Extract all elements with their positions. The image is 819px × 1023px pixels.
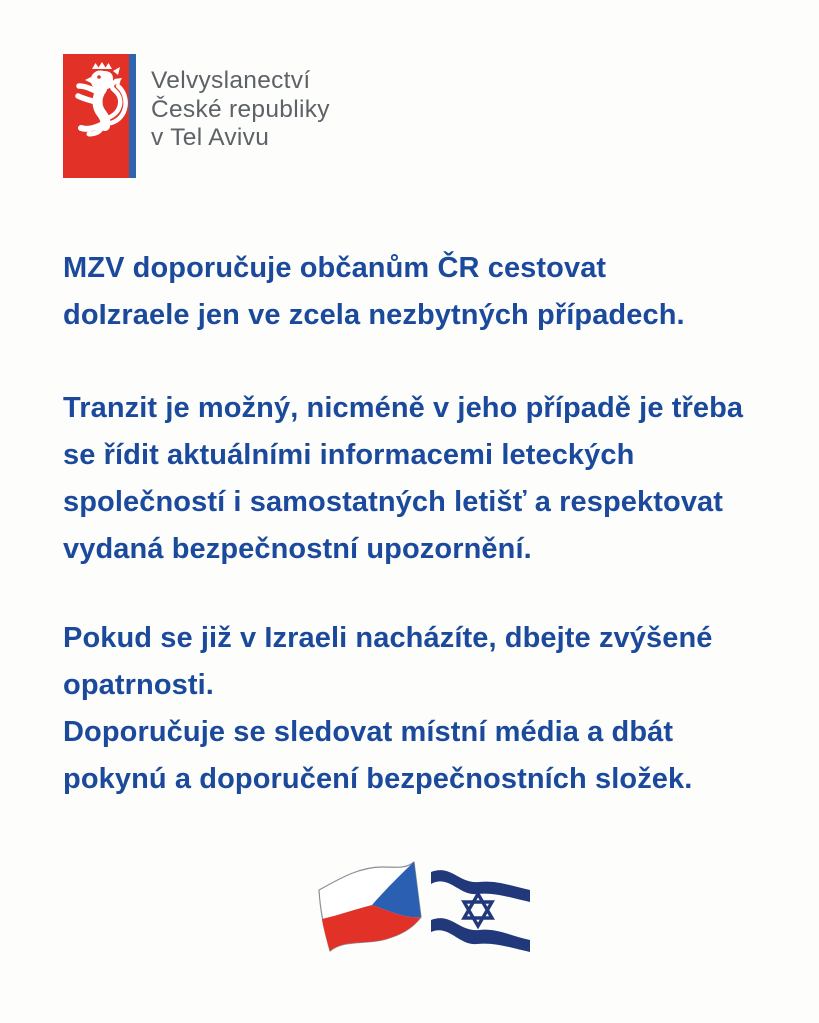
advisory-paragraph-3 [63,615,783,803]
message-line: Pokud se již v Izraeli nacházíte, dbejte zvýšené [63,622,713,654]
message-line: Tranzit je možný, nicméně v jeho případě je třeba [63,392,744,424]
czech-embassy-emblem [63,54,136,178]
advisory-message [63,245,783,803]
message-line: doIzraele jen ve zcela nezbytných případech. [63,299,685,331]
embassy-name-line: v Tel Avivu [151,124,270,151]
message-line: MZV doporučuje občanům ČR cestovat [63,252,607,284]
czech-flag-icon [314,857,426,957]
advisory-paragraph-2 [63,385,783,573]
embassy-name [151,67,330,153]
embassy-name-line: České republiky [151,95,330,123]
message-line: Doporučuje se sledovat místní média a dbát [63,716,674,748]
message-line: pokynú a doporučení bezpečnostních složek. [63,763,693,795]
advisory-paragraph-1 [63,245,783,339]
message-line: vydaná bezpečnostní upozornění. [63,533,532,565]
czech-lion-emblem-icon [63,54,136,178]
embassy-name-line: Velvyslanectví [151,67,311,94]
israel-flag-icon [429,862,533,954]
message-line: společností i samostatných letišť a respektovat [63,486,724,518]
message-line: opatrnosti. [63,669,214,701]
message-line: se řídit aktuálními informacemi leteckých [63,439,635,471]
